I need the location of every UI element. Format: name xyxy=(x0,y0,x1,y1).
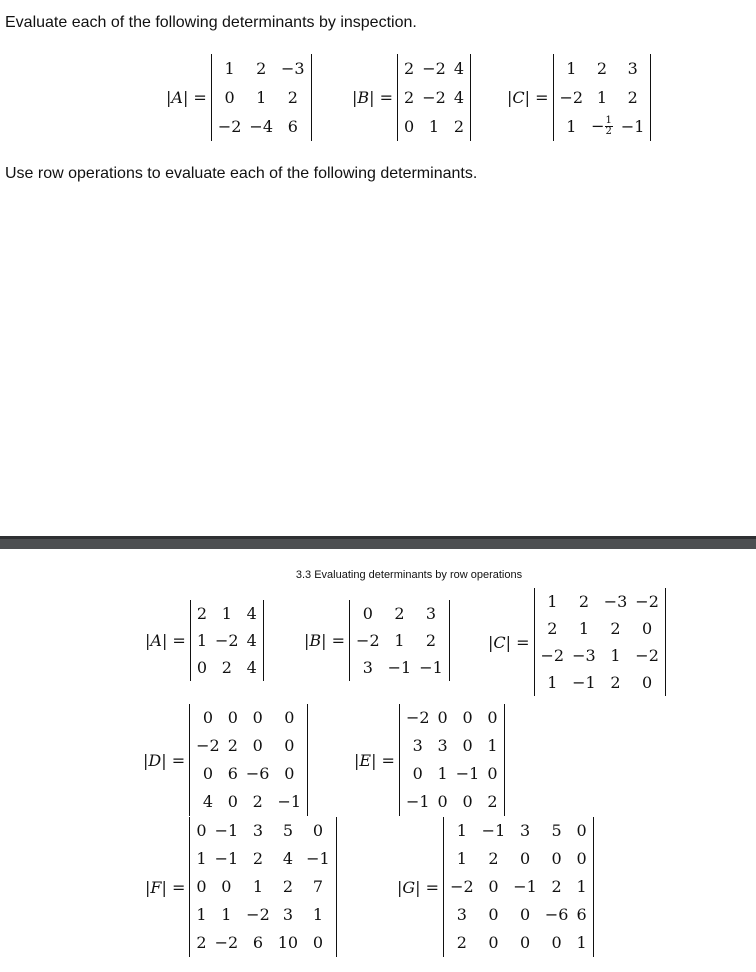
matrix-entry: −2 xyxy=(405,708,430,727)
matrix-row xyxy=(402,788,502,816)
matrix-entry: −2 xyxy=(635,645,659,665)
matrix-row xyxy=(352,654,447,681)
matrix-row xyxy=(192,873,333,901)
matrix-bars xyxy=(534,588,666,696)
matrix-entry: 3 xyxy=(519,821,531,840)
matrix-entry: −2 xyxy=(246,905,270,924)
matrix-entry: 2 xyxy=(487,792,498,811)
inspection-heading: Evaluate each of the following determinants by inspection. xyxy=(5,14,417,31)
matrix-entry: −2 xyxy=(559,87,584,107)
matrix-entry: 0 xyxy=(227,792,238,811)
matrix-entry: 0 xyxy=(576,849,587,868)
matrix-row xyxy=(214,112,309,141)
det-row-ops-d xyxy=(143,704,308,816)
matrix-bars xyxy=(189,704,308,816)
matrix-entry: 1 xyxy=(224,58,235,78)
matrix-entry: 4 xyxy=(246,657,257,677)
matrix-entry: 0 xyxy=(196,877,207,896)
matrix-entry: 6 xyxy=(227,764,238,783)
matrix-entries xyxy=(352,600,447,681)
matrix-row xyxy=(193,600,261,627)
matrix-entry: 2 xyxy=(453,116,464,136)
matrix-row xyxy=(214,83,309,112)
matrix-entry: −3 xyxy=(281,58,305,78)
matrix-entry: 0 xyxy=(462,708,473,727)
matrix-entry: −2 xyxy=(635,591,659,611)
det-inspection-a xyxy=(166,54,312,141)
matrix-entry: −3 xyxy=(572,645,596,665)
matrix-entry: 1 xyxy=(576,877,587,896)
matrix-entry: 1 xyxy=(547,672,558,692)
matrix-entry: 0 xyxy=(404,116,415,136)
matrix-entry: 1 xyxy=(566,58,577,78)
matrix-bars xyxy=(553,54,652,141)
det-row-ops-f xyxy=(145,817,337,957)
matrix-entry: −1 xyxy=(277,792,302,811)
matrix-row xyxy=(400,83,468,112)
matrix-row xyxy=(537,642,663,669)
matrix-bars xyxy=(349,600,450,681)
matrix-entry: 2 xyxy=(287,87,298,107)
determinant-label: |E| = xyxy=(354,750,395,770)
matrix-entry: 2 xyxy=(404,58,415,78)
matrix-entry: −3 xyxy=(603,591,628,611)
matrix-entry: 7 xyxy=(312,877,323,896)
determinant-label: |A| = xyxy=(145,631,186,650)
section-caption: 3.3 Evaluating determinants by row operations xyxy=(295,569,523,581)
matrix-entry: 0 xyxy=(519,933,531,952)
matrix-entry: 4 xyxy=(453,87,464,107)
matrix-entry: −6 xyxy=(245,764,270,783)
matrix-entry: 0 xyxy=(196,657,208,677)
matrix-entries xyxy=(214,54,309,141)
matrix-row xyxy=(400,112,468,141)
matrix-entry: 0 xyxy=(412,764,423,783)
matrix-entry: 4 xyxy=(453,58,464,78)
matrix-entries xyxy=(537,588,663,696)
matrix-entry: 2 xyxy=(488,849,499,868)
matrix-row xyxy=(537,615,663,642)
matrix-entry: 1 xyxy=(428,116,440,136)
matrix-entry: 1 xyxy=(547,591,558,611)
matrix-entry: 10 xyxy=(277,933,299,952)
matrix-entry: 3 xyxy=(456,905,467,924)
matrix-row xyxy=(402,704,502,732)
matrix-entry: −1 xyxy=(455,764,480,783)
matrix-entries xyxy=(402,704,502,816)
matrix-entry: 1 xyxy=(196,849,207,868)
matrix-row xyxy=(192,704,305,732)
matrix-entry: 2 xyxy=(227,736,238,755)
matrix-entry: 0 xyxy=(488,905,499,924)
matrix-entries xyxy=(400,54,468,141)
matrix-row xyxy=(402,732,502,760)
matrix-entry: 0 xyxy=(252,736,263,755)
matrix-entry: 0 xyxy=(202,764,213,783)
determinant-label: |G| = xyxy=(397,877,440,897)
matrix-entry: 0 xyxy=(487,708,498,727)
matrix-entry: −1 xyxy=(481,821,506,840)
matrix-entry: 6 xyxy=(252,933,264,952)
matrix-entry: −1 xyxy=(572,672,596,692)
matrix-entry: 1 xyxy=(456,849,467,868)
matrix-entry: −6 xyxy=(544,905,569,924)
matrix-row xyxy=(192,788,305,816)
matrix-entry: 6 xyxy=(576,905,587,924)
matrix-entry: 4 xyxy=(246,630,257,650)
matrix-entry: 0 xyxy=(362,603,373,623)
matrix-entry: 3 xyxy=(425,603,437,623)
matrix-entry: 0 xyxy=(551,933,562,952)
matrix-row xyxy=(556,112,649,141)
matrix-entry: 3 xyxy=(437,736,448,755)
matrix-entry: 0 xyxy=(202,708,213,727)
matrix-entry: 2 xyxy=(256,58,267,78)
matrix-entry: 0 xyxy=(252,708,263,727)
matrix-entry: 0 xyxy=(551,849,562,868)
matrix-entry: 0 xyxy=(462,736,473,755)
matrix-row xyxy=(192,845,333,873)
matrix-entry: 0 xyxy=(437,708,448,727)
matrix-entry: 3 xyxy=(252,821,264,840)
matrix-entry: 0 xyxy=(488,933,499,952)
matrix-row xyxy=(400,54,468,83)
det-inspection-c xyxy=(507,54,651,141)
matrix-row xyxy=(402,760,502,788)
matrix-row xyxy=(352,600,447,627)
matrix-entries xyxy=(193,600,261,681)
matrix-entry: 1 xyxy=(487,736,498,755)
matrix-entry: −1 xyxy=(419,657,443,677)
matrix-entry: −1 xyxy=(513,877,537,896)
matrix-entry: 2 xyxy=(547,618,558,638)
matrix-entry: −2 xyxy=(356,630,380,650)
matrix-entry: −2 xyxy=(450,877,474,896)
matrix-entry: −2 xyxy=(217,116,242,136)
matrix-entry: 1 xyxy=(312,905,323,924)
det-row-ops-b xyxy=(304,600,450,681)
matrix-entry: 1 xyxy=(437,764,448,783)
matrix-row xyxy=(446,901,591,929)
matrix-entry: 1 xyxy=(196,905,207,924)
matrix-entry: 1 xyxy=(196,630,208,650)
matrix-entry: −2 xyxy=(215,630,239,650)
matrix-entry: 0 xyxy=(487,764,498,783)
matrix-entry: 2 xyxy=(196,603,208,623)
matrix-entry: 1 xyxy=(394,630,405,650)
matrix-entry: 5 xyxy=(282,821,294,840)
matrix-entry: 1 xyxy=(221,603,232,623)
determinant-label: |C| = xyxy=(507,88,549,107)
matrix-row xyxy=(192,929,333,957)
matrix-entry: −1 xyxy=(306,849,330,868)
det-row-ops-c xyxy=(488,588,666,696)
matrix-entry: 4 xyxy=(246,603,257,623)
matrix-entry: 1 xyxy=(610,645,621,665)
matrix-entry: −2 xyxy=(422,87,446,107)
matrix-row xyxy=(446,929,591,957)
matrix-entry: 0 xyxy=(519,905,531,924)
matrix-entry: 2 xyxy=(394,603,405,623)
matrix-entry: 0 xyxy=(642,618,653,638)
matrix-row xyxy=(192,760,305,788)
matrix-bars xyxy=(443,817,594,957)
matrix-row xyxy=(446,845,591,873)
matrix-entry: 2 xyxy=(252,792,263,811)
matrix-row xyxy=(537,669,663,696)
matrix-entry: −2 xyxy=(540,645,565,665)
determinant-label: |A| = xyxy=(166,88,207,107)
matrix-bars xyxy=(190,600,264,681)
matrix-entry: 2 xyxy=(610,672,621,692)
determinant-label: |F| = xyxy=(145,877,186,897)
matrix-entry: 0 xyxy=(224,87,235,107)
matrix-row xyxy=(214,54,309,83)
matrix-bars xyxy=(397,54,471,141)
matrix-entry: −2 xyxy=(196,736,220,755)
matrix-row xyxy=(193,654,261,681)
determinant-label: |B| = xyxy=(304,631,346,650)
matrix-entry: 6 xyxy=(287,116,298,136)
matrix-entry: 1 xyxy=(578,618,589,638)
matrix-entry: −2 xyxy=(422,58,446,78)
matrix-entry: 0 xyxy=(462,792,473,811)
matrix-entry: 2 xyxy=(456,933,467,952)
matrix-entry: 2 xyxy=(578,591,589,611)
det-row-ops-a xyxy=(145,600,264,681)
determinant-label: |C| = xyxy=(488,632,530,652)
matrix-entry: 2 xyxy=(252,849,264,868)
matrix-entry: 2 xyxy=(425,630,437,650)
section-divider-top xyxy=(0,536,756,539)
det-row-ops-g xyxy=(397,817,594,957)
matrix-entry: 0 xyxy=(227,708,238,727)
matrix-entry: 0 xyxy=(519,849,531,868)
matrix-entry: 2 xyxy=(221,657,232,677)
matrix-entries xyxy=(446,817,591,957)
matrix-entry: −1 xyxy=(214,849,239,868)
matrix-row xyxy=(192,732,305,760)
matrix-entry: 0 xyxy=(437,792,448,811)
matrix-bars xyxy=(189,817,336,957)
matrix-entry: 1 xyxy=(566,116,577,136)
matrix-entry: 3 xyxy=(412,736,423,755)
matrix-entry: −1 xyxy=(620,116,645,136)
matrix-entry: 2 xyxy=(627,87,638,107)
matrix-entry: 1 xyxy=(456,821,467,840)
matrix-entry: 3 xyxy=(627,58,638,78)
matrix-row xyxy=(352,627,447,654)
matrix-entry: 0 xyxy=(312,821,323,840)
matrix-entry: 3 xyxy=(362,657,373,677)
matrix-entry: 4 xyxy=(282,849,294,868)
det-row-ops-e xyxy=(354,704,505,816)
matrix-entries xyxy=(192,704,305,816)
matrix-entry: 1 xyxy=(256,87,267,107)
matrix-row xyxy=(193,627,261,654)
matrix-entry: 2 xyxy=(282,877,294,896)
matrix-row xyxy=(192,901,333,929)
matrix-row xyxy=(537,588,663,615)
matrix-bars xyxy=(399,704,505,816)
matrix-entry: 0 xyxy=(284,708,295,727)
determinant-label: |B| = xyxy=(352,88,394,107)
matrix-entries xyxy=(556,54,649,141)
matrix-entry: −2 xyxy=(214,933,239,952)
matrix-entry: 4 xyxy=(202,792,213,811)
det-inspection-b xyxy=(352,54,471,141)
matrix-entry: 0 xyxy=(284,736,295,755)
matrix-entry: −1 xyxy=(405,792,430,811)
matrix-entry: 2 xyxy=(551,877,562,896)
matrix-entries xyxy=(192,817,333,957)
matrix-entry: 2 xyxy=(196,933,207,952)
matrix-entry: 2 xyxy=(404,87,415,107)
matrix-entry: 0 xyxy=(221,877,232,896)
matrix-entry: 1 xyxy=(576,933,587,952)
matrix-entry: 1 xyxy=(221,905,232,924)
matrix-entry: 2 xyxy=(610,618,621,638)
matrix-entry: 2 xyxy=(596,58,608,78)
row-operations-heading: Use row operations to evaluate each of the following determinants. xyxy=(5,165,478,182)
matrix-entry: 0 xyxy=(312,933,323,952)
matrix-row xyxy=(446,817,591,845)
matrix-row xyxy=(446,873,591,901)
matrix-row xyxy=(556,54,649,83)
matrix-entry: 1 xyxy=(252,877,264,896)
matrix-entry: 0 xyxy=(642,672,653,692)
matrix-entry: − $\frac{1}{2}$ xyxy=(591,114,612,137)
matrix-entry: 0 xyxy=(576,821,587,840)
matrix-entry: 5 xyxy=(551,821,562,840)
matrix-row xyxy=(192,817,333,845)
determinant-label: |D| = xyxy=(143,750,186,770)
matrix-entry: −1 xyxy=(387,657,412,677)
matrix-entry: 1 xyxy=(596,87,608,107)
matrix-row xyxy=(556,83,649,112)
matrix-entry: 3 xyxy=(282,905,294,924)
matrix-entry: 0 xyxy=(196,821,207,840)
matrix-entry: 0 xyxy=(284,764,295,783)
matrix-entry: 0 xyxy=(488,877,499,896)
matrix-entry: −1 xyxy=(214,821,239,840)
matrix-entry: −4 xyxy=(249,116,274,136)
matrix-bars xyxy=(211,54,312,141)
